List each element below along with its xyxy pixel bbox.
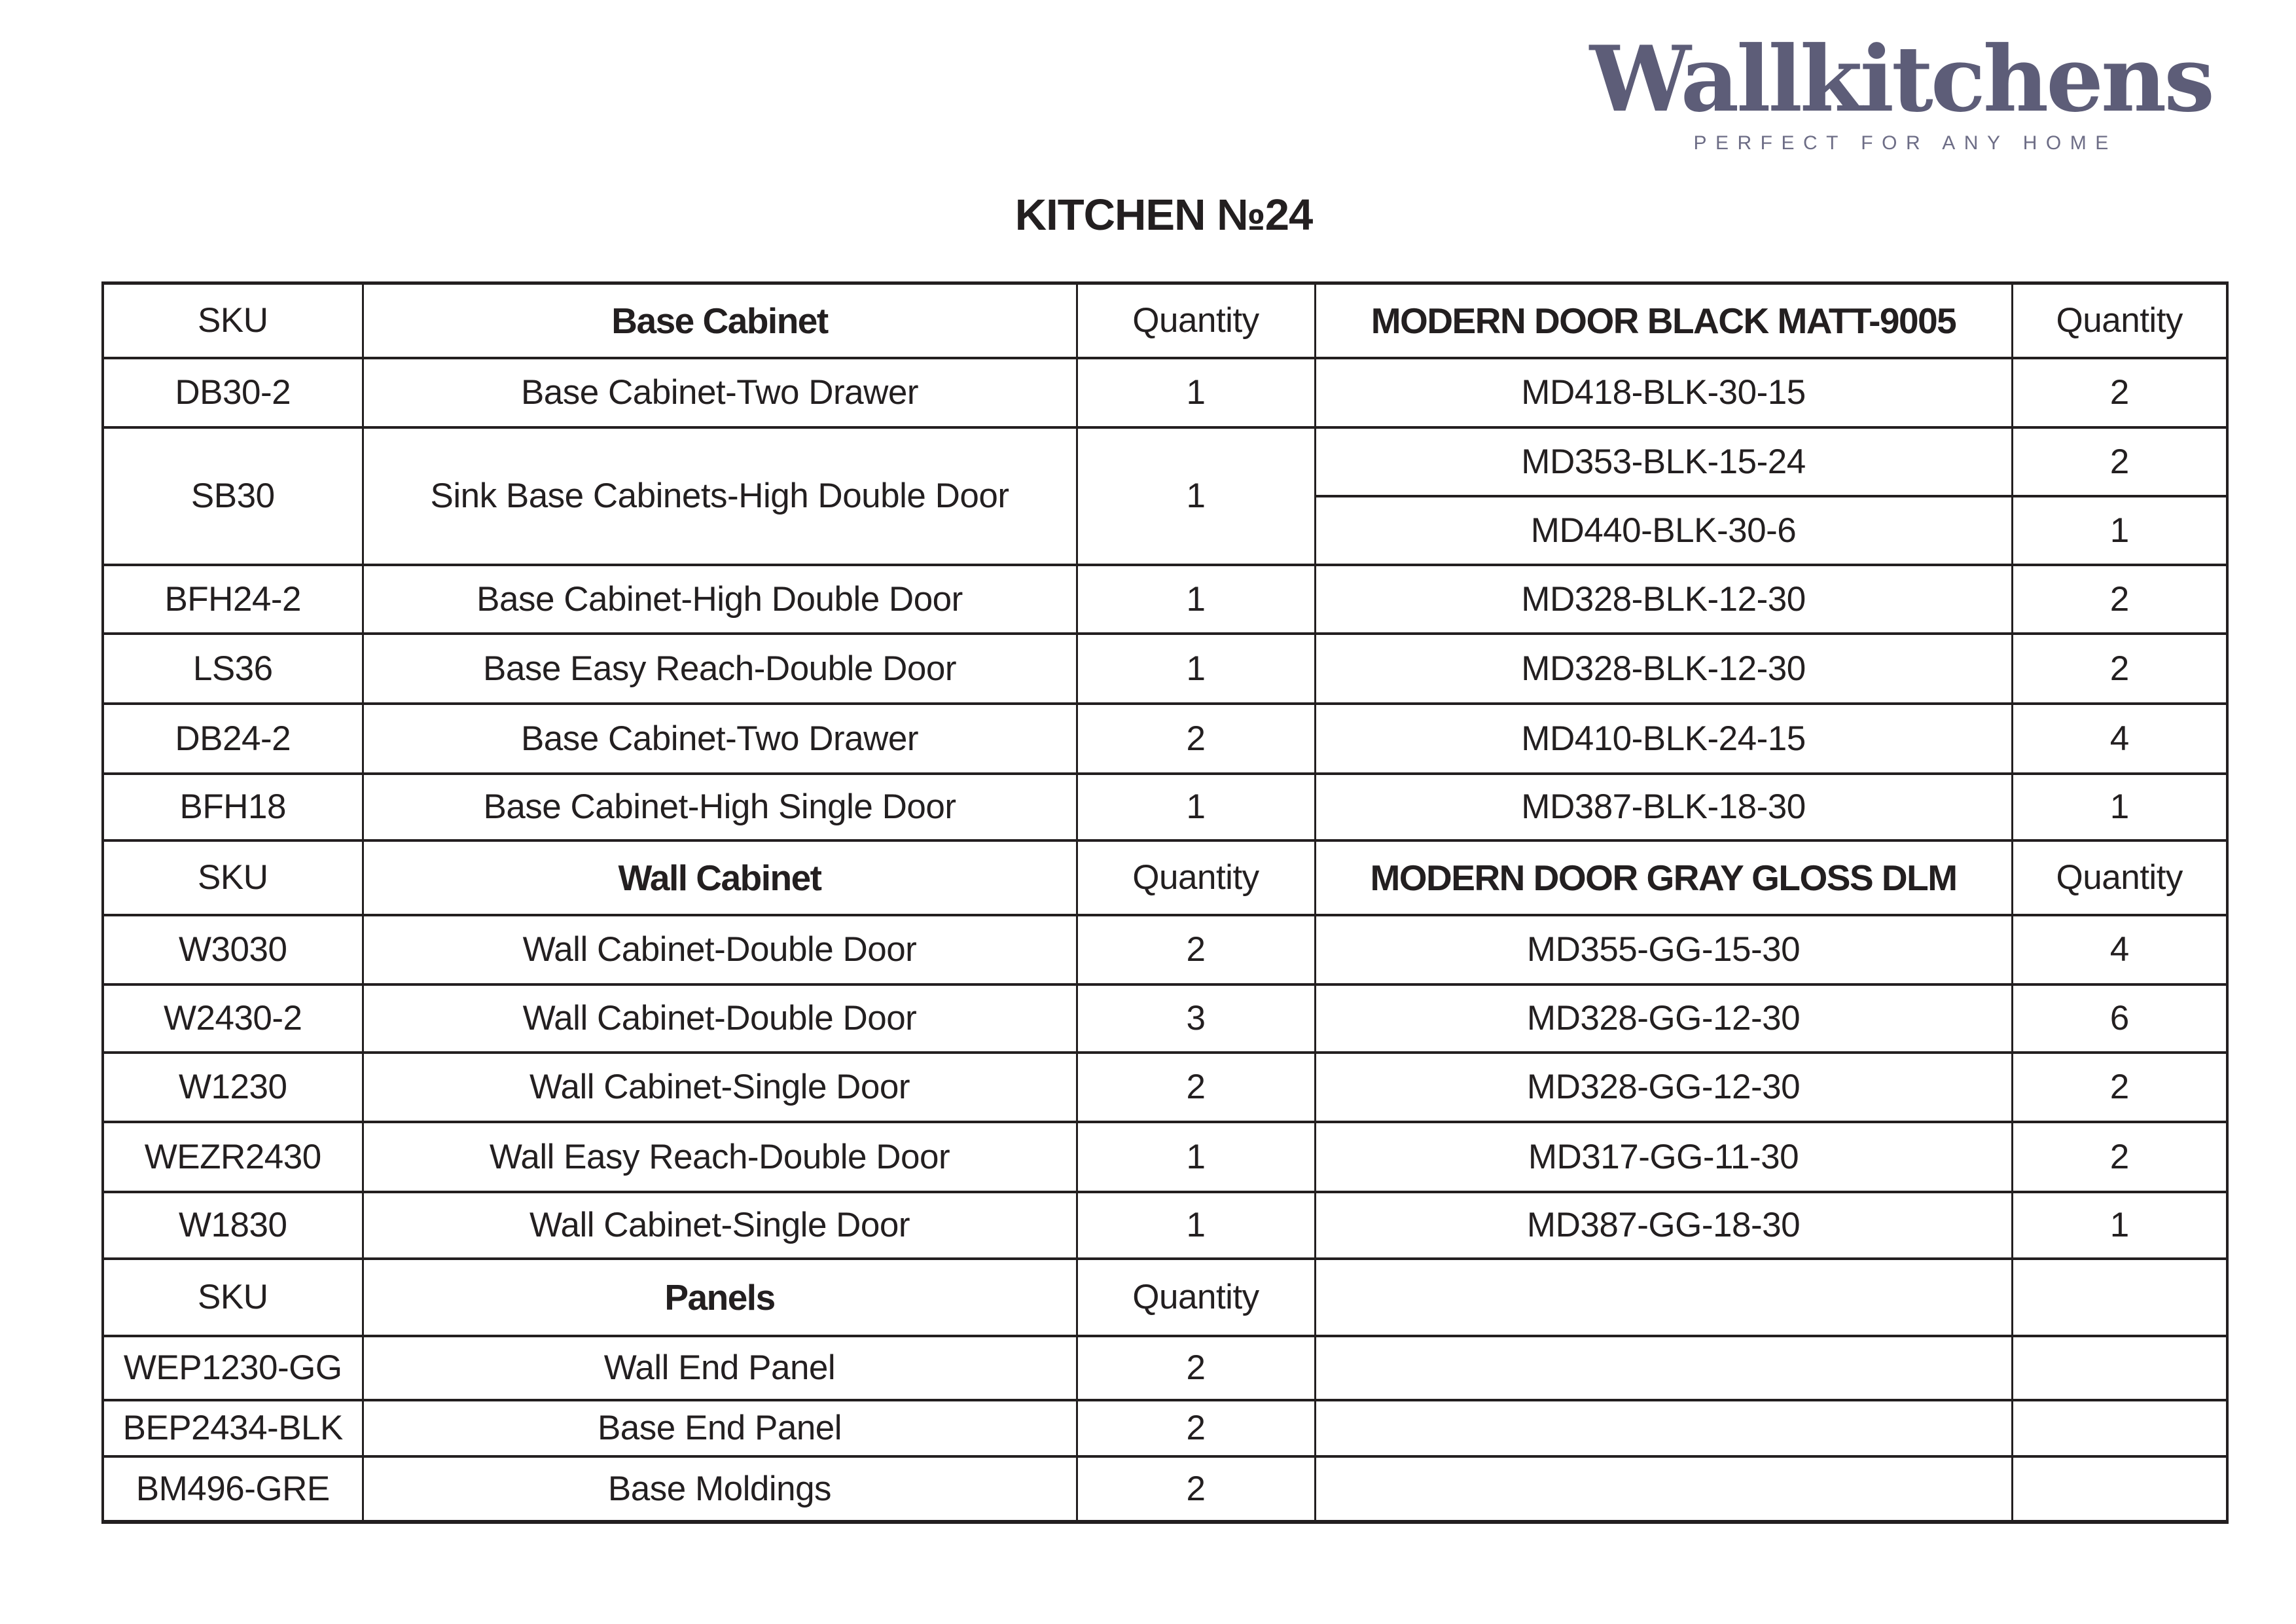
cell-quantity: 2 <box>1077 915 1315 984</box>
table-row <box>103 427 2227 496</box>
table-row <box>103 1053 2227 1122</box>
cell-door-code: MD418-BLK-30-15 <box>1315 358 2012 427</box>
cell-product-name: Base Cabinet-High Single Door <box>363 774 1077 840</box>
header-door-group: MODERN DOOR BLACK MATT-9005 <box>1315 283 2012 358</box>
section-header-row <box>103 283 2227 358</box>
cell-door-code: MD355-GG-15-30 <box>1315 915 2012 984</box>
cell-sku: LS36 <box>103 634 363 704</box>
cell-product-name: Wall Cabinet-Single Door <box>363 1192 1077 1259</box>
cell-door-quantity: 2 <box>2012 565 2227 634</box>
cell-quantity: 1 <box>1077 427 1315 565</box>
cell-quantity: 1 <box>1077 1192 1315 1259</box>
cell-sku: W3030 <box>103 915 363 984</box>
cell-door-quantity: 2 <box>2012 1122 2227 1192</box>
cell-sku: BFH18 <box>103 774 363 840</box>
table-row <box>103 704 2227 774</box>
cell-door-code: MD440-BLK-30-6 <box>1315 496 2012 565</box>
table-row <box>103 1336 2227 1400</box>
cell-door-code <box>1315 1400 2012 1456</box>
header-quantity: Quantity <box>1077 1259 1315 1336</box>
section-header-row <box>103 840 2227 915</box>
table-row <box>103 915 2227 984</box>
cell-door-code: MD410-BLK-24-15 <box>1315 704 2012 774</box>
table-row <box>103 1400 2227 1456</box>
cell-door-code: MD317-GG-11-30 <box>1315 1122 2012 1192</box>
cell-sku: W1830 <box>103 1192 363 1259</box>
cell-door-quantity: 2 <box>2012 358 2227 427</box>
header-door-quantity <box>2012 1259 2227 1336</box>
cell-quantity: 1 <box>1077 634 1315 704</box>
cell-door-code <box>1315 1456 2012 1522</box>
header-quantity: Quantity <box>1077 840 1315 915</box>
cell-product-name: Wall Cabinet-Double Door <box>363 915 1077 984</box>
header-sku: SKU <box>103 283 363 358</box>
cell-quantity: 2 <box>1077 1400 1315 1456</box>
cell-door-quantity <box>2012 1400 2227 1456</box>
table-row <box>103 984 2227 1053</box>
cell-sku: DB30-2 <box>103 358 363 427</box>
brand-tagline: PERFECT FOR ANY HOME <box>1693 132 2117 154</box>
cell-door-code: MD387-BLK-18-30 <box>1315 774 2012 840</box>
table-row <box>103 1122 2227 1192</box>
cell-sku: SB30 <box>103 427 363 565</box>
cell-sku: W2430-2 <box>103 984 363 1053</box>
cell-product-name: Sink Base Cabinets-High Double Door <box>363 427 1077 565</box>
header-door-quantity: Quantity <box>2012 283 2227 358</box>
cell-door-quantity: 1 <box>2012 1192 2227 1259</box>
cell-quantity: 1 <box>1077 565 1315 634</box>
cell-product-name: Base Cabinet-Two Drawer <box>363 704 1077 774</box>
cell-door-code: MD328-BLK-12-30 <box>1315 634 2012 704</box>
cell-product-name: Base Easy Reach-Double Door <box>363 634 1077 704</box>
cell-product-name: Wall Cabinet-Double Door <box>363 984 1077 1053</box>
brand-logo <box>1589 26 2212 154</box>
cell-door-code: MD353-BLK-15-24 <box>1315 427 2012 496</box>
cell-sku: WEP1230-GG <box>103 1336 363 1400</box>
table-row <box>103 1456 2227 1522</box>
cell-door-quantity: 4 <box>2012 704 2227 774</box>
section-header-row <box>103 1259 2227 1336</box>
table-row <box>103 634 2227 704</box>
cell-sku: BEP2434-BLK <box>103 1400 363 1456</box>
cell-door-quantity <box>2012 1336 2227 1400</box>
cell-door-code: MD387-GG-18-30 <box>1315 1192 2012 1259</box>
cell-door-code: MD328-GG-12-30 <box>1315 984 2012 1053</box>
cell-product-name: Base Cabinet-Two Drawer <box>363 358 1077 427</box>
cell-product-name: Wall End Panel <box>363 1336 1077 1400</box>
header-section-name: Base Cabinet <box>363 283 1077 358</box>
cell-door-quantity: 6 <box>2012 984 2227 1053</box>
cell-product-name: Wall Easy Reach-Double Door <box>363 1122 1077 1192</box>
cell-sku: DB24-2 <box>103 704 363 774</box>
cell-sku: BFH24-2 <box>103 565 363 634</box>
brand-wordmark: Wallkitchens <box>1589 26 2212 132</box>
header-door-quantity: Quantity <box>2012 840 2227 915</box>
table-row <box>103 565 2227 634</box>
cell-door-quantity: 1 <box>2012 496 2227 565</box>
cell-sku: W1230 <box>103 1053 363 1122</box>
cell-quantity: 1 <box>1077 774 1315 840</box>
cell-quantity: 2 <box>1077 1053 1315 1122</box>
header-section-name: Wall Cabinet <box>363 840 1077 915</box>
cell-product-name: Base End Panel <box>363 1400 1077 1456</box>
cell-quantity: 2 <box>1077 1456 1315 1522</box>
cell-quantity: 1 <box>1077 358 1315 427</box>
header-section-name: Panels <box>363 1259 1077 1336</box>
cell-sku: WEZR2430 <box>103 1122 363 1192</box>
table-row <box>103 358 2227 427</box>
cell-door-code <box>1315 1336 2012 1400</box>
table-row <box>103 774 2227 840</box>
cell-door-code: MD328-BLK-12-30 <box>1315 565 2012 634</box>
header-door-group: MODERN DOOR GRAY GLOSS DLM <box>1315 840 2012 915</box>
table-row <box>103 1192 2227 1259</box>
cell-door-quantity: 2 <box>2012 634 2227 704</box>
cell-product-name: Base Cabinet-High Double Door <box>363 565 1077 634</box>
cell-door-code: MD328-GG-12-30 <box>1315 1053 2012 1122</box>
cabinet-spec-table <box>101 281 2229 1524</box>
cell-door-quantity: 2 <box>2012 1053 2227 1122</box>
cell-quantity: 1 <box>1077 1122 1315 1192</box>
cell-sku: BM496-GRE <box>103 1456 363 1522</box>
cell-door-quantity: 1 <box>2012 774 2227 840</box>
cell-door-quantity: 2 <box>2012 427 2227 496</box>
cell-door-quantity: 4 <box>2012 915 2227 984</box>
header-quantity: Quantity <box>1077 283 1315 358</box>
cell-quantity: 3 <box>1077 984 1315 1053</box>
header-sku: SKU <box>103 1259 363 1336</box>
header-sku: SKU <box>103 840 363 915</box>
cell-quantity: 2 <box>1077 704 1315 774</box>
cell-quantity: 2 <box>1077 1336 1315 1400</box>
header-door-group <box>1315 1259 2012 1336</box>
cell-door-quantity <box>2012 1456 2227 1522</box>
cell-product-name: Base Moldings <box>363 1456 1077 1522</box>
cell-product-name: Wall Cabinet-Single Door <box>363 1053 1077 1122</box>
page-title: KITCHEN №24 <box>1014 190 1313 240</box>
